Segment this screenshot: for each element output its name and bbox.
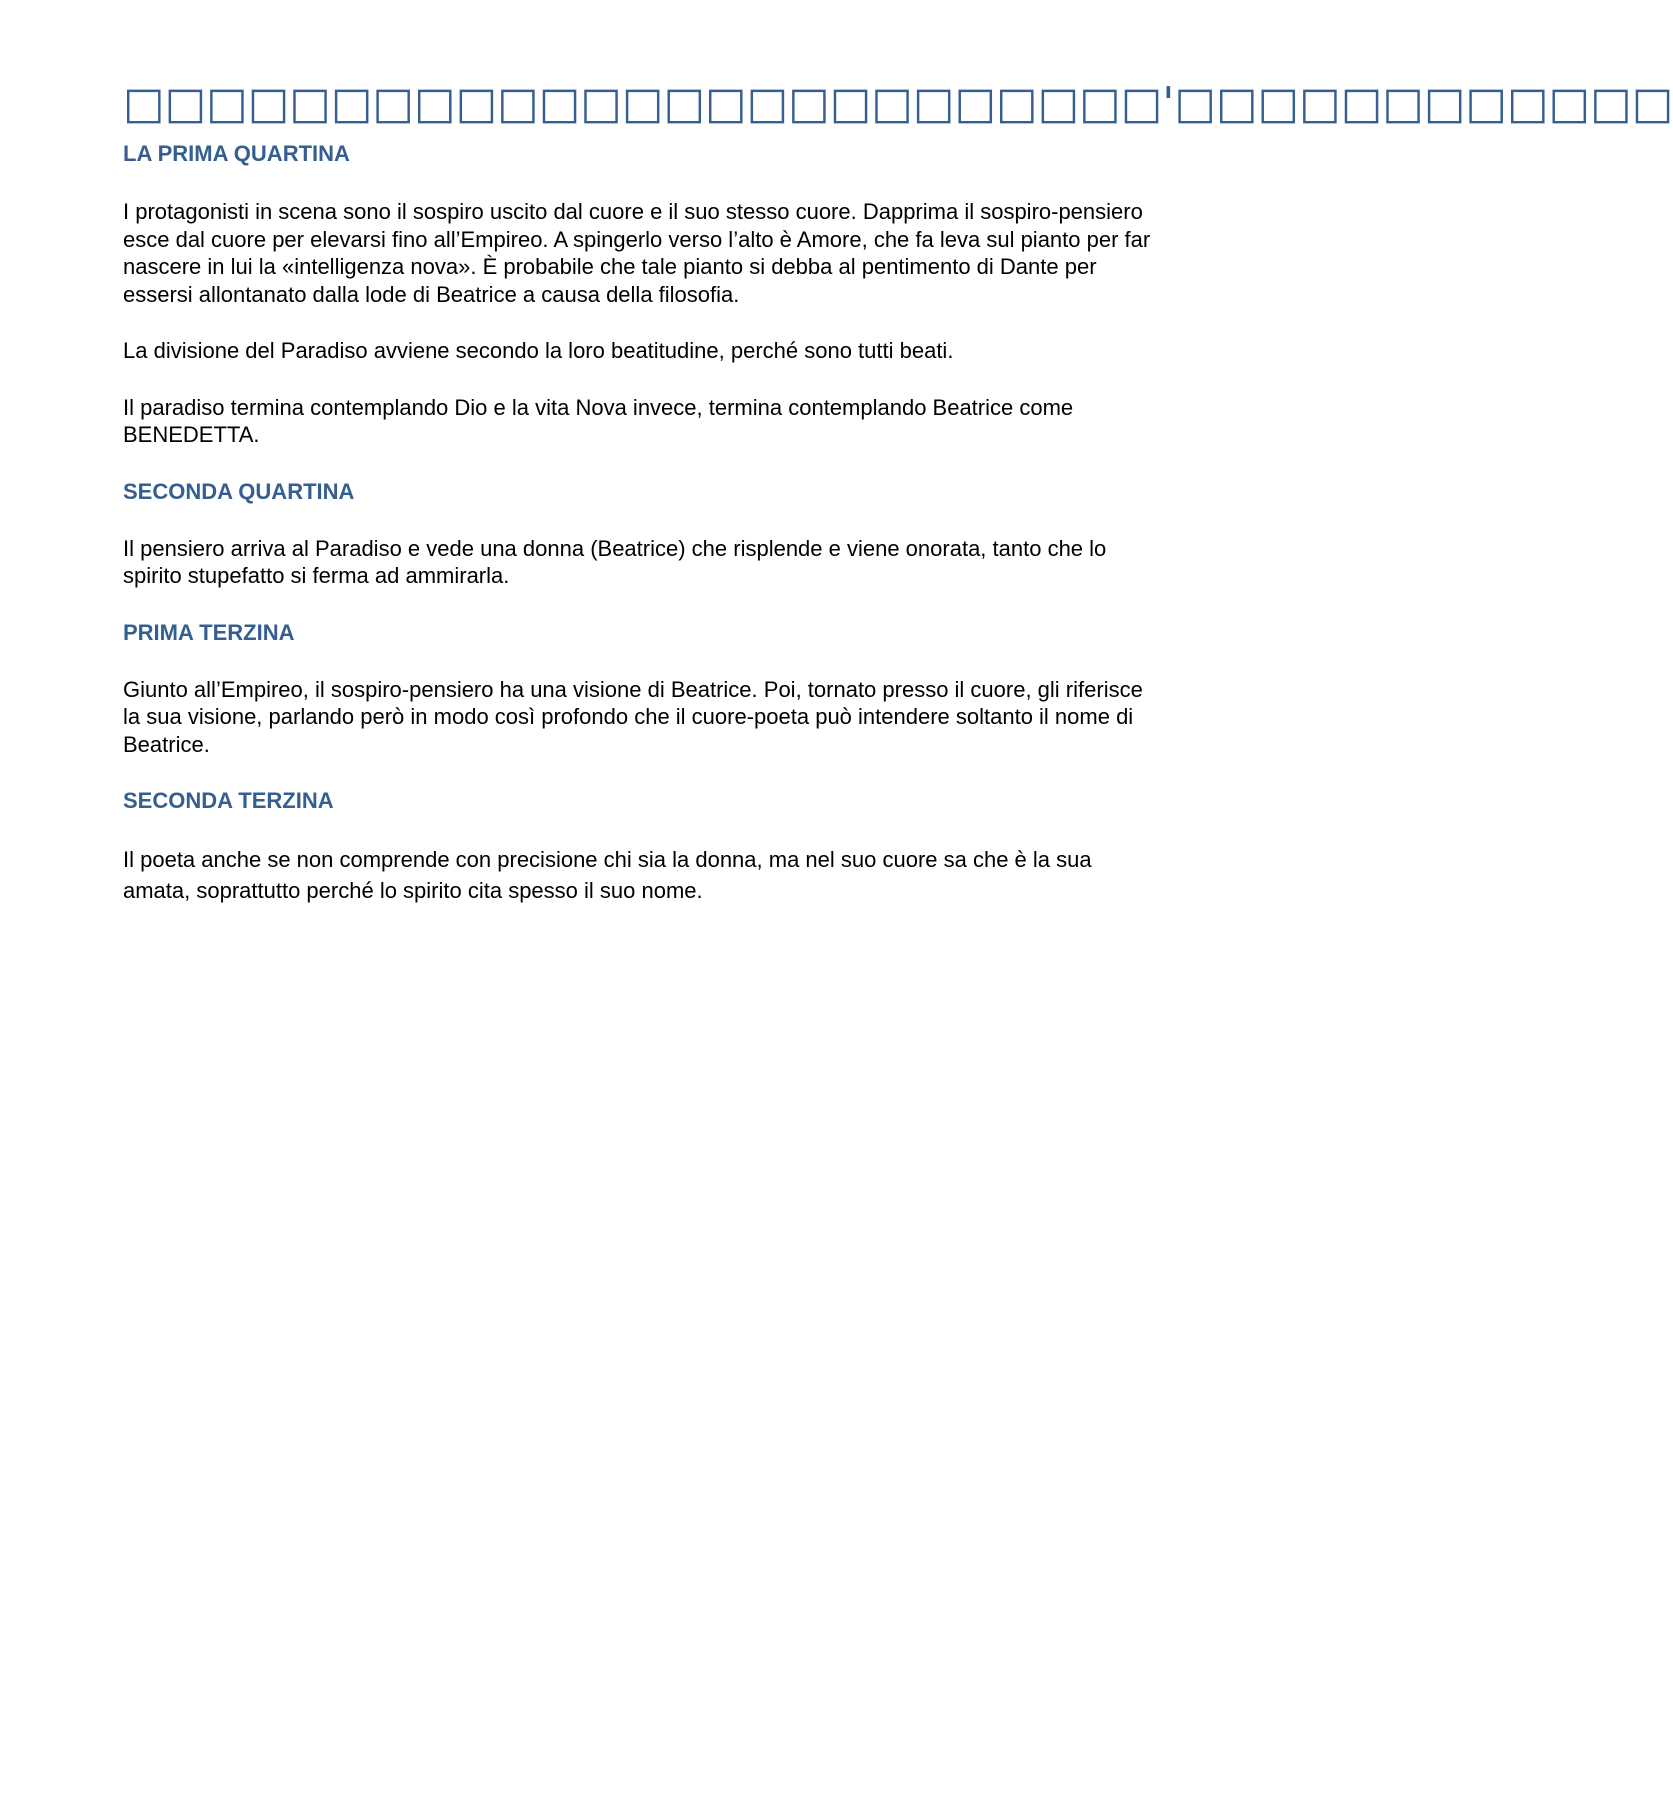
paragraph-prima-terzina: Giunto all’Empireo, il sospiro-pensiero ha una visione di Beatrice. Poi, tornato presso il cuore, gli riferisce la sua visione, parlando però in modo così profondo che il cuore-poeta può intendere soltanto il nome di Beatrice. [123,676,1143,757]
paragraph-seconda-terzina: Il poeta anche se non comprende con precisione chi sia la donna, ma nel suo cuore sa che è la sua amata, soprattutto perché lo spirito cita spesso il suo nome. [123,847,1092,903]
section-heading-prima-terzina: PRIMA TERZINA [123,619,295,645]
section-heading-prima-quartina: LA PRIMA QUARTINA [123,141,350,166]
section-heading-seconda-terzina: SECONDA TERZINA [123,788,334,813]
paragraph-prima-quartina-2: La divisione del Paradiso avviene secondo la loro beatitudine, perché sono tutti beati. [123,338,954,363]
paragraph-seconda-quartina: Il pensiero arriva al Paradiso e vede una donna (Beatrice) che risplende e viene onorata, tanto che lo spirito stupefatto si ferma ad ammirarla. [123,535,1107,588]
document-page [123,0,1673,906]
section-heading-seconda-quartina: SECONDA QUARTINA [123,478,355,504]
paragraph-prima-quartina-3: Il paradiso termina contemplando Dio e la vita Nova invece, termina contemplando Beatrice come BENEDETTA. [123,394,1074,447]
document-title: □□□□□□□□□□□□□□□□□□□□□□□□□'□□□□□□□□□□□□ [123,78,1673,129]
paragraph-prima-quartina-1: I protagonisti in scena sono il sospiro uscito dal cuore e il suo stesso cuore. Dapprima il sospiro-pensiero esce dal cuore per elevarsi fino all’Empireo. A spingerlo verso l’alto è Amore, che fa leva sul pianto per far nascere in lui la «intelligenza nova». È probabile che tale pianto si debba al pentimento di Dante per essersi allontanato dalla lode di Beatrice a causa della filosofia. [123,199,1151,307]
